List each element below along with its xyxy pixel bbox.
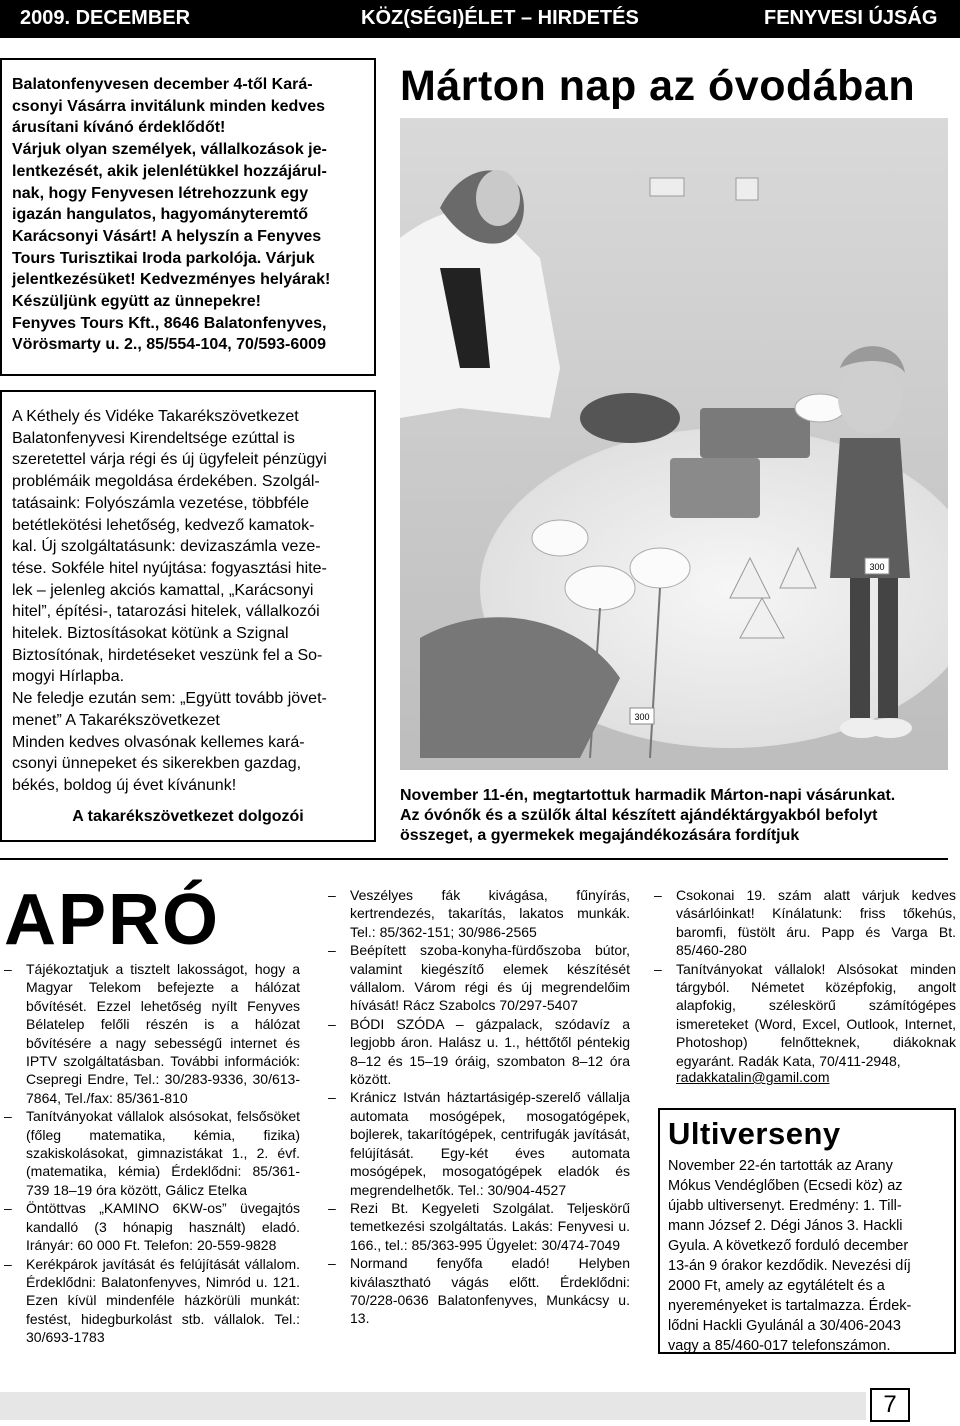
text-line: 13-án 9 órakor kezdődik. Nevezési díj	[668, 1258, 911, 1274]
text-line: Az óvónők és a szülők által készített ajándéktárgyakból befolyt	[400, 807, 878, 824]
text-line: nyereményeket is tartalmazza. Érdek-	[668, 1298, 912, 1314]
classified-item	[4, 960, 300, 1107]
classified-item	[4, 1255, 300, 1347]
section-title: KÖZ(SÉGI)ÉLET – HIRDETÉS	[361, 7, 639, 29]
text-line: betétlekötési lehetőség, kedvező kamatok-	[12, 516, 315, 534]
text-line: kal. Új szolgáltatásunk: devizaszámla veze-	[12, 538, 321, 556]
text-line: Biztosítónak, hirdetéseket veszünk fel a So-	[12, 646, 323, 664]
issue-date: 2009. DECEMBER	[20, 7, 191, 29]
text-line: November 11-én, megtartottuk harmadik Márton-napi vásárunkat.	[400, 787, 896, 804]
text-line: Készüljünk együtt az ünnepekre!	[12, 293, 261, 311]
text-line: mann József 2. Dégi János 3. Hackli	[668, 1218, 903, 1234]
classified-item	[328, 886, 630, 941]
classified-text: Normand fenyőfa eladó! Helyben kiválasztható vágás előtt. Érdeklődni: 70/228-0636 Balatonfenyves, Munkácsy u. 13.	[350, 1255, 630, 1327]
classified-item	[328, 1088, 630, 1198]
bullet-dash: –	[4, 1200, 12, 1217]
newspaper-name: FENYVESI ÚJSÁG	[764, 7, 938, 29]
bullet-dash: –	[328, 1255, 336, 1272]
savings-bank-ad	[0, 390, 376, 842]
price-tag-1: 300	[634, 712, 650, 722]
bullet-dash: –	[654, 887, 662, 903]
text-line: Fenyves Tours Kft., 8646 Balatonfenyves,	[12, 314, 327, 332]
text-line: Vörösmarty u. 2., 85/554-104, 70/593-6009	[12, 336, 326, 354]
classified-item	[4, 1107, 300, 1199]
text-line: vagy a 85/460-017 telefonszámon.	[668, 1338, 891, 1354]
classified-text: Beépített szoba-konyha-fürdőszoba bútor, valamint kiegészítő elemek készítését vállalom. Várom régi és új megrendelőim hívását! Rácz Szabolcs 70/297-5407	[350, 942, 630, 1014]
page-number: 7	[870, 1388, 910, 1422]
text-line: A Kéthely és Vidéke Takarékszövetkezet	[12, 408, 299, 425]
classified-item	[654, 886, 956, 960]
text-line: problémáik megoldása érdekében. Szolgál-	[12, 473, 320, 491]
text-line: mogyi Hírlapba.	[12, 668, 125, 686]
text-line: nak, hogy Fenyvesen létrehozzunk egy	[12, 184, 309, 202]
bullet-dash: –	[328, 1089, 336, 1106]
classified-item	[654, 960, 956, 1070]
kindergarten-photo	[400, 118, 948, 770]
email-link[interactable]: radakkatalin@gamil.com	[676, 1069, 830, 1085]
classified-item	[4, 1199, 300, 1254]
classified-item	[328, 1254, 630, 1328]
classified-item	[328, 1199, 630, 1254]
text-line: árusítani kívánó érdeklődőt!	[12, 119, 226, 137]
savings-bank-text	[12, 406, 368, 797]
text-line: jelentkezésüket! Kedvezményes helyárak!	[12, 271, 331, 289]
text-line: Várjuk olyan személyek, vállalkozások je-	[12, 141, 327, 159]
classified-text: Csokonai 19. szám alatt várjuk kedves vásárlóinkat! Kínálatunk: friss tőkehús, baromfi, füstölt áru. Papp és Varga Bt. 85/460-280	[676, 887, 956, 959]
text-line: szeretettel várja régi és új ügyfeleit pénzügyi	[12, 451, 327, 469]
bullet-dash: –	[328, 1199, 336, 1216]
text-line: tése. Sokféle hitel nyújtása: fogyasztási hite-	[12, 559, 327, 577]
classified-text: Rezi Bt. Kegyeleti Szolgálat. Teljeskörű temetkezési szolgáltatás. Lakás: Fenyvesi u. 166., tel.: 85/363-995 Ügyelet: 30/474-7049	[350, 1199, 630, 1253]
classifieds-column-1	[4, 960, 300, 1347]
christmas-market-text	[12, 74, 368, 356]
text-line: Balatonfenyvesen december 4-től Kará-	[12, 76, 313, 93]
classified-text: BÓDI SZÓDA – gázpalack, szódavíz a legjobb áron. Halász u. 1., héttőtől péntekig 8–12 és 15–19 óráig, szombaton 8–12 óra között.	[350, 1015, 630, 1088]
classifieds-column-3	[654, 886, 956, 1070]
photo-illustration	[400, 118, 948, 770]
classified-text: Tanítványokat vállalok alsósokat, felsősöket (főleg matematika, kémia, fizika) szakiskolásokat, gimnazistákat 1., 2. évf. (matematika, kémia) Érdeklődni: 85/361-739 18–19 óra között, Gálicz Etelka	[26, 1108, 300, 1198]
text-line: November 22-én tartották az Arany	[668, 1158, 893, 1174]
text-line: 2000 Ft, amely az egytálételt és a	[668, 1278, 885, 1294]
bullet-dash: –	[328, 942, 336, 959]
text-line: Mókus Vendéglőben (Ecsedi köz) az	[668, 1178, 903, 1194]
classified-text: Veszélyes fák kivágása, fűnyírás, kertrendezés, takarítás, lakatos munkák. Tel.: 85/362-151; 30/986-2565	[350, 887, 630, 940]
text-line: menet” A Takarékszövetkezet	[12, 711, 220, 729]
classified-item	[328, 1015, 630, 1089]
text-line: lentkezését, akik jelenlétükkel hozzájárul-	[12, 162, 327, 180]
text-line: lek – jelenleg akciós kamattal, „Karácsonyi	[12, 581, 314, 599]
ulti-tournament-box	[658, 1108, 956, 1354]
text-line: Tours Turisztikai Iroda parkolója. Várjuk	[12, 249, 315, 267]
email-link-wrap	[676, 1068, 830, 1086]
bullet-dash: –	[328, 887, 336, 903]
text-line: csonyi Vásárra invitálunk minden kedves	[12, 97, 326, 115]
classified-text: Kránicz István háztartásigép-szerelő vállalja automata mosógépek, mosogatógépek, bojlerek, takarítógépek, centrifugák javítását, felújítását. Egy-két éves automata mosógépek, mosogatógépek eladók és megrendelhetők. Tel.: 30/904-4527	[350, 1089, 630, 1198]
footer-band	[0, 1392, 866, 1420]
classified-item	[328, 941, 630, 1015]
text-line: összeget, a gyermekek megajándékozására fordítjuk	[400, 827, 800, 844]
text-line: igazán hangulatos, hagyományteremtő	[12, 206, 309, 224]
price-tag-2: 300	[869, 562, 885, 572]
classifieds-column-2	[328, 886, 630, 1328]
classified-text: Tájékoztatjuk a tisztelt lakosságot, hogy a Magyar Telekom befejezte a hálózat bővítését. Ezzel lehetőség nyílt Fenyves Bélatelep felőli részén is a hálózat bővítésére a nagy sebességű internet és IPTV szolgáltatásban. További információk: Csepregi Endre, Tel.: 30/283-9336, 30/613-7864, Tel./fax: 85/361-810	[26, 961, 300, 1106]
text-line: hitelek. Biztosításokat kötünk a Szignal	[12, 625, 289, 643]
text-line: Gyula. A következő forduló december	[668, 1238, 909, 1254]
classified-text: Tanítványokat vállalok! Alsósokat minden tárgyból. Németet középfokig, angolt alapfokig, széleskörű számítógépes ismereteket (Word, Excel, Outlook, Internet, Photoshop) felnőtteknek, diákoknak egyaránt. Radák Kata, 70/411-2948,	[676, 960, 956, 1069]
classifieds-title: APRÓ	[4, 880, 221, 960]
text-line: csonyi ünnepeket és sikerekben gazdag,	[12, 755, 302, 773]
photo-caption	[400, 786, 948, 846]
classified-text: Kerékpárok javítását és felújítását vállalom. Érdeklődni: Balatonfenyves, Nimród u. 121. Ezen kívül mindenféle házkörüli munkát: festést, hidegburkolást stb. vállalok. Tel.: 30/693-1783	[26, 1255, 300, 1346]
text-line: Karácsonyi Vásárt! A helyszín a Fenyves	[12, 227, 322, 245]
text-line: tatásaink: Folyószámla vezetése, többféle	[12, 494, 310, 512]
classified-text: Öntöttvas „KAMINO 6KW-os” üvegajtós kandalló (3 hónapig használt) eladó. Irányár: 60 000 Ft. Telefon: 20-559-9828	[26, 1200, 300, 1254]
bullet-dash: –	[4, 1255, 12, 1272]
bank-signature: A takarékszövetkezet dolgozói	[72, 808, 304, 825]
text-line: lődni Hackli Gyulánál a 30/406-2043	[668, 1318, 901, 1334]
ulti-title: Ultiverseny	[668, 1116, 841, 1151]
text-line: békés, boldog új évet kívánunk!	[12, 776, 237, 794]
bullet-dash: –	[654, 960, 662, 977]
bullet-dash: –	[4, 1108, 12, 1125]
text-line: Ne feledje ezután sem: „Együtt tovább jövet-	[12, 690, 327, 708]
ulti-text	[668, 1156, 952, 1356]
text-line: újabb ultiversenyt. Eredmény: 1. Till-	[668, 1198, 902, 1214]
marton-title: Márton nap az óvodában	[400, 62, 916, 110]
section-divider	[0, 858, 948, 860]
bullet-dash: –	[4, 961, 12, 977]
text-line: Minden kedves olvasónak kellemes kará-	[12, 733, 305, 751]
christmas-market-ad	[0, 58, 376, 376]
bullet-dash: –	[328, 1015, 336, 1032]
text-line: Balatonfenyvesi Kirendeltsége ezúttal is	[12, 429, 295, 447]
text-line: hitel”, építési-, tatarozási hitelek, vállalkozói	[12, 603, 320, 621]
